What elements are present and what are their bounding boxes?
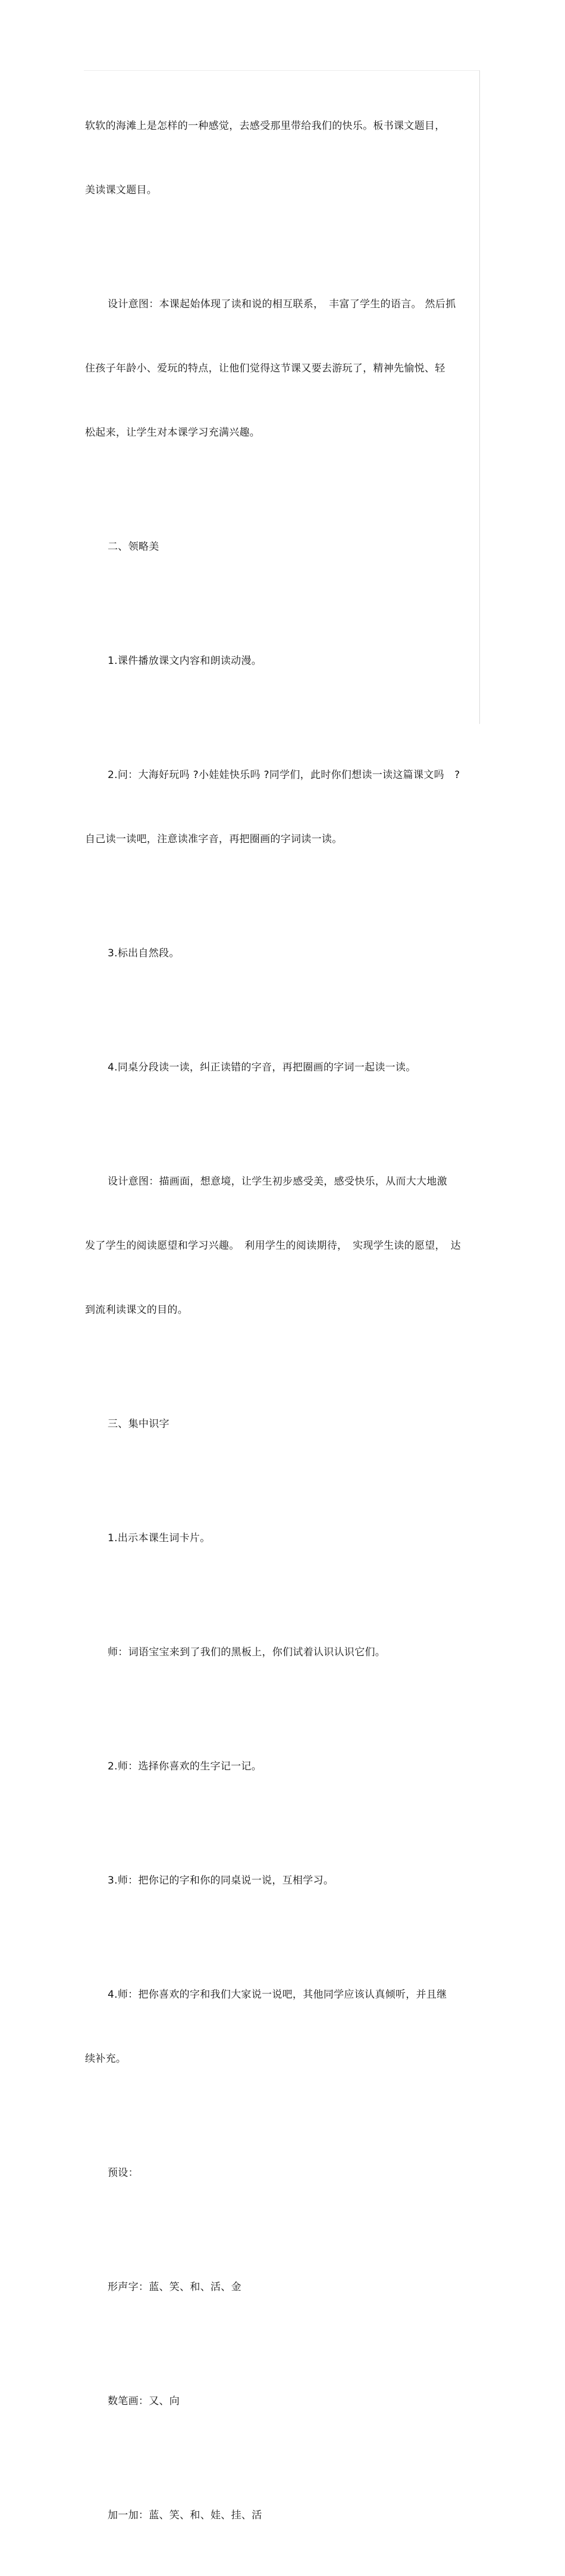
section-heading bbox=[85, 493, 479, 600]
text-line: 设计意图：本课起始体现了读和说的相互联系， 丰富了学生的语言。 然后抓 bbox=[108, 298, 456, 310]
text-line: 加一加：蓝、笑、和、娃、挂、活 bbox=[108, 2509, 262, 2521]
text-line: 3.师：把你记的字和你的同桌说一说，互相学习。 bbox=[108, 1875, 334, 1887]
paragraph bbox=[85, 251, 479, 486]
text-line: 住孩子年龄小、爱玩的特点，让他们觉得这节课又要去游玩了，精神先愉悦、轻 bbox=[85, 363, 445, 374]
text-line: 1.出示本课生词卡片。 bbox=[108, 1532, 211, 1544]
paragraph bbox=[85, 900, 479, 1007]
text-line: 软软的海滩上是怎样的一种感觉，去感受那里带给我们的快乐。板书课文题目， bbox=[85, 120, 445, 132]
text-line: 预设： bbox=[108, 2167, 139, 2179]
paragraph bbox=[85, 2120, 479, 2227]
text-line: 3.标出自然段。 bbox=[108, 947, 180, 959]
paragraph bbox=[85, 1827, 479, 1934]
text-line: 发了学生的阅读愿望和学习兴趣。 利用学生的阅读期待， 实现学生读的愿望， 达 bbox=[85, 1240, 461, 1252]
paragraph bbox=[85, 2234, 479, 2341]
text-line: 续补充。 bbox=[85, 2053, 127, 2065]
paragraph bbox=[85, 722, 479, 893]
document-body bbox=[85, 73, 479, 2576]
text-line: 1.课件播放课文内容和朗读动漫。 bbox=[108, 655, 262, 667]
paragraph bbox=[85, 1014, 479, 1121]
text-line: 数笔画：又、向 bbox=[108, 2395, 180, 2407]
paragraph bbox=[85, 73, 479, 244]
paragraph bbox=[85, 2348, 479, 2455]
text-line: 形声字：蓝、笑、和、活、金 bbox=[108, 2281, 241, 2293]
text-line: 到流利读课文的目的。 bbox=[85, 1304, 188, 1316]
text-line: 2.问：大海好玩吗 ?小娃娃快乐吗 ?同学们，此时你们想读一读这篇课文吗 ? bbox=[108, 769, 460, 781]
text-line: 2.师：选择你喜欢的生字记一记。 bbox=[108, 1761, 262, 1772]
paragraph bbox=[85, 1599, 479, 1706]
paragraph bbox=[85, 1128, 479, 1363]
text-line: 松起来，让学生对本课学习充满兴趣。 bbox=[85, 427, 260, 439]
text-line: 二、领略美 bbox=[108, 541, 159, 553]
text-line: 三、集中识字 bbox=[108, 1418, 170, 1430]
paragraph bbox=[85, 1941, 479, 2112]
text-line: 美读课文题目。 bbox=[85, 184, 158, 196]
paragraph bbox=[85, 2462, 479, 2569]
text-line: 自己读一读吧，注意读准字音，再把圈画的字词读一读。 bbox=[85, 833, 343, 845]
text-line: 4.同桌分段读一读，纠正读错的字音，再把圈画的字词一起读一读。 bbox=[108, 1062, 416, 1073]
section-heading bbox=[85, 1371, 479, 1478]
text-line: 师：词语宝宝来到了我们的黑板上，你们试着认识认识它们。 bbox=[108, 1646, 386, 1658]
paragraph bbox=[85, 607, 479, 714]
text-line: 设计意图：描画面，想意境，让学生初步感受美，感受快乐，从而大大地激 bbox=[108, 1176, 447, 1188]
text-line: 4.师：把你喜欢的字和我们大家说一说吧，其他同学应该认真倾听，并且继 bbox=[108, 1989, 447, 2001]
paragraph bbox=[85, 1485, 479, 1592]
paragraph bbox=[85, 1713, 479, 1820]
